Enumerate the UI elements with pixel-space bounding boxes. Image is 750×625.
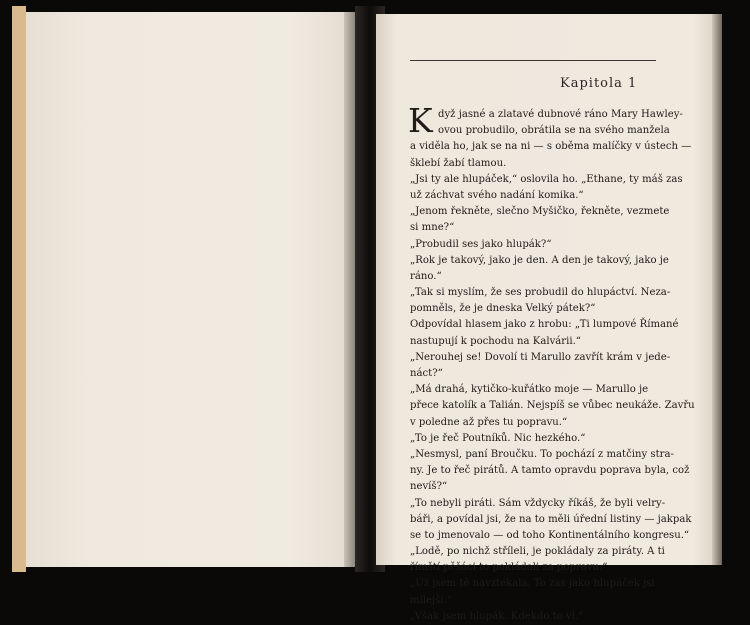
text-line: se to jmenovalo — od toho Kontinentálního kongresu.“ [410,529,690,541]
right-page-edge [712,14,722,565]
text-line: náct?“ [410,368,443,379]
text-line: „Už jsem tě navztekala. To zas jako hlupáček jsi [410,578,655,590]
text-line: „Však jsem hlupák. Kdekdo to ví.“ [410,610,584,622]
body-text [410,107,695,625]
text-line: „Probudil ses jako hlupák?“ [410,238,552,250]
text-line: „Rok je takový, jako je den. A den je takový, jako je [410,254,669,266]
drop-cap: K [408,101,433,140]
text-line: ny. Je to řeč pirátů. A tamto opravdu poprava byla, což [410,465,690,477]
text-line: ráno.“ [410,270,442,282]
text-line: už záchvat svého nadání komika.“ [410,189,584,201]
text-line: „Tak si myslím, že ses probudil do hlupáctví. Neza- [410,287,671,299]
text-line: Odpovídal hlasem jako z hrobu: „Ti lumpové Římané [410,319,679,331]
text-line: pomněls, že je dneska Velký pátek?“ [410,303,596,315]
text-line: dyž jasné a zlatavé dubnové ráno Mary Hawley- [438,109,683,120]
chapter-heading: Kapitola 1 [560,76,638,91]
text-line: „Nesmysl, paní Broučku. To pochází z matčiny stra- [410,448,674,460]
header-rule [410,60,656,61]
left-page-blank [26,12,356,567]
text-line: ovou probudilo, obrátila se na svého manžela [438,125,670,137]
text-line: nevíš?“ [410,481,448,493]
text-line: šklebí žabí tlamou. [410,157,507,169]
text-line: „Jsi ty ale hlupáček,“ oslovila ho. „Ethane, ty máš zas [410,173,683,185]
text-line: „To nebyli piráti. Sám vždycky říkáš, že byli velry- [410,497,666,509]
book-cover-edge [12,6,26,572]
text-line: římští pěšáci to pokládali za popravu.“ [410,562,608,574]
text-line: „Lodě, po nichž stříleli, je pokládaly za piráty. A ti [410,546,665,558]
text-line: v poledne až přes tu popravu.“ [410,416,568,428]
text-line: a viděla ho, jak se na ni — s oběma malíčky v ústech — [410,141,692,153]
text-line: „Jenom řekněte, slečno Myšičko, řekněte, vezmete [410,206,670,218]
text-line: přece katolík a Talián. Nejspíš se vůbec neukáže. Zavřu [410,400,695,412]
text-line: „Nerouhej se! Dovolí ti Marullo zavřít krám v jede- [410,351,671,363]
text-line: milejší.“ [410,594,452,606]
text-line: nastupují k pochodu na Kalvárii.“ [410,335,581,347]
text-line: „Má drahá, kytičko-kuřátko moje — Marullo je [410,384,649,396]
text-line: si mne?“ [410,222,455,234]
text-line: báři, a povídal jsi, že na to měli úřední listiny — jakpak [410,513,692,525]
text-line: „To je řeč Poutníků. Nic hezkého.“ [410,432,586,444]
